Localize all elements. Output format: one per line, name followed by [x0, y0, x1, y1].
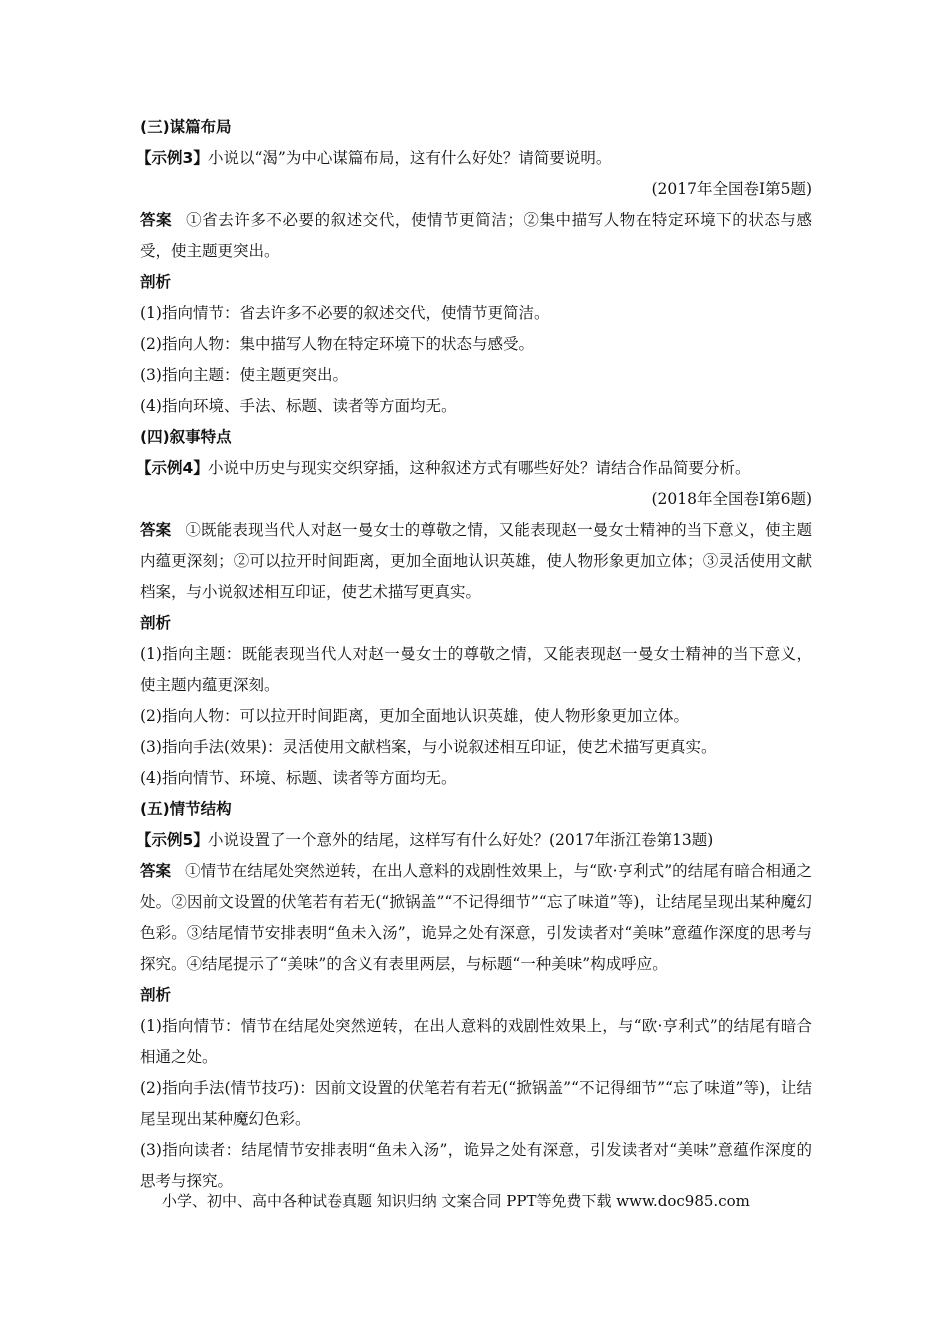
example-question-line — [136, 143, 812, 174]
analysis-item: (4)指向环境、手法、标题、读者等方面均无。 — [140, 397, 457, 415]
example-question-line — [136, 825, 812, 856]
analysis-item: (1)指向情节：省去许多不必要的叙述交代，使情节更简洁。 — [140, 304, 550, 322]
answer-paragraph — [140, 856, 812, 980]
answer-paragraph — [140, 205, 812, 267]
example-question-line — [136, 453, 812, 484]
analysis-item: (3)指向读者：结尾情节安排表明“鱼未入汤”，诡异之处有深意，引发读者对“美味”意蕴作深度的思考与探究。 — [140, 1141, 812, 1190]
question-source: (2018年全国卷Ⅰ第6题) — [651, 490, 812, 508]
example-tag: 【示例3】 — [136, 149, 209, 167]
example-question: 小说中历史与现实交织穿插，这种叙述方式有哪些好处？请结合作品简要分析。 — [208, 459, 751, 477]
document-body — [136, 112, 812, 1197]
section-heading: (四)叙事特点 — [140, 428, 232, 446]
answer-text: ①既能表现当代人对赵一曼女士的尊敬之情，又能表现赵一曼女士精神的当下意义，使主题内蕴更深刻；②可以拉开时间距离，更加全面地认识英雄，使人物形象更加立体；③灵活使用文献档案，与小说叙述相互印证，使艺术描写更真实。 — [140, 521, 812, 601]
question-source: (2017年全国卷Ⅰ第5题) — [651, 180, 812, 198]
analysis-label: 剖析 — [140, 614, 172, 632]
analysis-item: (2)指向人物：可以拉开时间距离，更加全面地认识英雄，使人物形象更加立体。 — [140, 707, 689, 725]
section-heading: (三)谋篇布局 — [140, 118, 232, 136]
answer-text: ①情节在结尾处突然逆转，在出人意料的戏剧性效果上，与“欧·亨利式”的结尾有暗合相通之处。②因前文设置的伏笔若有若无(“掀锅盖”“不记得细节”“忘了味道”等)，让结尾呈现出某种魔幻色彩。③结尾情节安排表明“鱼未入汤”，诡异之处有深意，引发读者对“美味”意蕴作深度的思考与探究。④结尾提示了“美味”的含义有表里两层，与标题“一种美味”构成呼应。 — [140, 862, 812, 973]
answer-label: 答案 — [140, 521, 172, 539]
analysis-item: (3)指向手法(效果)：灵活使用文献档案，与小说叙述相互印证，使艺术描写更真实。 — [140, 738, 717, 756]
analysis-item: (2)指向人物：集中描写人物在特定环境下的状态与感受。 — [140, 335, 534, 353]
answer-paragraph — [140, 515, 812, 608]
example-tag: 【示例4】 — [136, 459, 209, 477]
answer-label: 答案 — [140, 211, 173, 229]
section-heading: (五)情节结构 — [140, 800, 232, 818]
answer-text: ①省去许多不必要的叙述交代，使情节更简洁；②集中描写人物在特定环境下的状态与感受，使主题更突出。 — [140, 211, 812, 260]
example-tag: 【示例5】 — [136, 831, 209, 849]
analysis-item: (3)指向主题：使主题更突出。 — [140, 366, 348, 384]
analysis-item: (1)指向主题：既能表现当代人对赵一曼女士的尊敬之情，又能表现赵一曼女士精神的当下意义，使主题内蕴更深刻。 — [140, 645, 812, 694]
example-question: 小说以“渴”为中心谋篇布局，这有什么好处？请简要说明。 — [208, 149, 612, 167]
page-footer: 小学、初中、高中各种试卷真题 知识归纳 文案合同 PPT等免费下载 www.doc985.com — [162, 1192, 750, 1210]
analysis-item: (1)指向情节：情节在结尾处突然逆转，在出人意料的戏剧性效果上，与“欧·亨利式”的结尾有暗合相通之处。 — [140, 1017, 812, 1066]
analysis-item: (4)指向情节、环境、标题、读者等方面均无。 — [140, 769, 457, 787]
example-question: 小说设置了一个意外的结尾，这样写有什么好处？(2017年浙江卷第13题) — [208, 831, 714, 849]
analysis-item: (2)指向手法(情节技巧)：因前文设置的伏笔若有若无(“掀锅盖”“不记得细节”“忘了味道”等)，让结尾呈现出某种魔幻色彩。 — [140, 1079, 812, 1128]
answer-label: 答案 — [140, 862, 172, 880]
analysis-label: 剖析 — [140, 273, 172, 291]
analysis-label: 剖析 — [140, 986, 172, 1004]
